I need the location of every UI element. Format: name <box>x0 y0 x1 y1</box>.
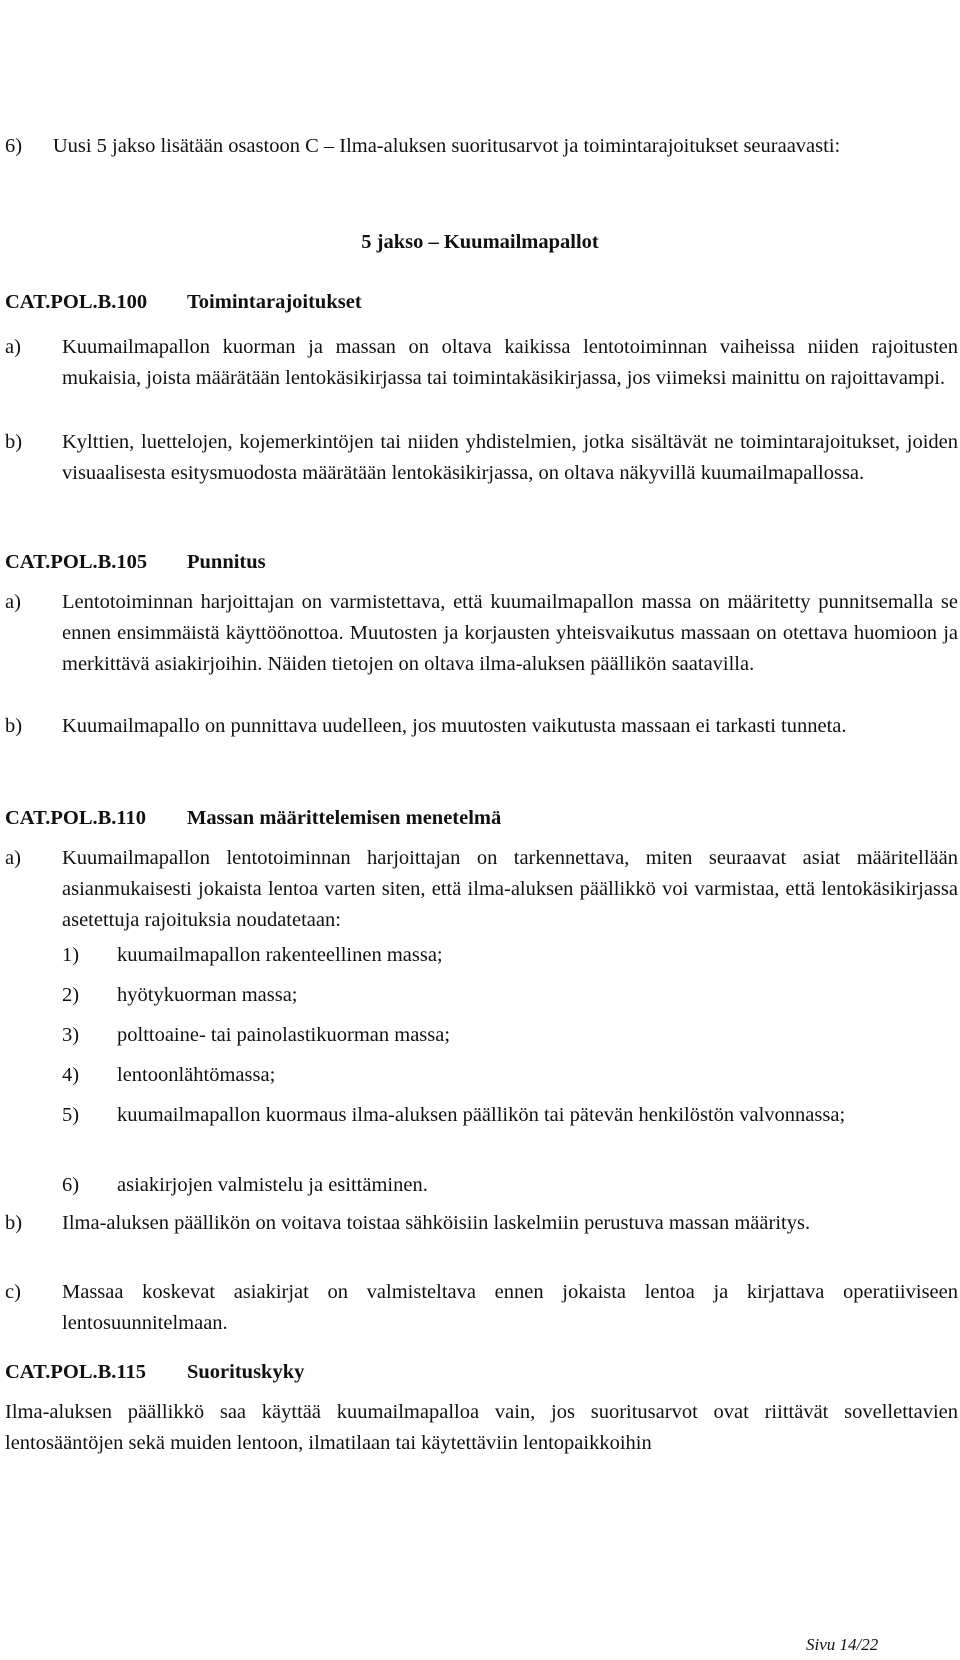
section-title: 5 jakso – Kuumailmapallot <box>361 231 599 253</box>
heading-title: Punnitus <box>187 551 266 573</box>
heading-code: CAT.POL.B.105 <box>5 551 148 573</box>
sub-item-label: 4) <box>62 1064 80 1086</box>
item-text: Lentotoiminnan harjoittajan on varmistettava, että kuumailmapallon massa on määritetty punnitsemalla se ennen ensimmäistä käyttöönottoa. Muutosten ja korjausten yhteisvaikutus massaan on otettava huomioon ja merkittävä asiakirjoihin. Näiden tietojen on oltava ilma-aluksen päällikön saatavilla. <box>62 591 958 675</box>
sub-item-5 <box>62 1100 958 1131</box>
heading-cat-pol-b-105 <box>5 547 958 578</box>
list-item-110-c <box>5 1277 958 1339</box>
item-text: Ilma-aluksen päällikön on voitava toistaa sähköisiin laskelmiin perustuva massan määritys. <box>62 1212 811 1234</box>
heading-cat-pol-b-110 <box>5 803 958 834</box>
item-label: b) <box>5 1212 23 1234</box>
heading-code: CAT.POL.B.115 <box>5 1361 147 1383</box>
list-item-110-b <box>5 1208 958 1239</box>
heading-cat-pol-b-100 <box>5 287 958 318</box>
sub-item-label: 3) <box>62 1024 80 1046</box>
list-item-100-b <box>5 427 958 489</box>
sub-item-text: kuumailmapallon rakenteellinen massa; <box>117 944 443 966</box>
list-item-110-a <box>5 843 958 936</box>
item-text: Kuumailmapallon kuorman ja massan on oltava kaikissa lentotoiminnan vaiheissa niiden rajoitusten mukaisia, joista määrätään lentokäsikirjassa tai toimintakäsikirjassa, jos viimeksi mainittu on rajoittavampi. <box>62 336 958 389</box>
heading-cat-pol-b-115 <box>5 1357 958 1388</box>
page-header <box>0 0 960 26</box>
item-text: Kuumailmapallo on punnittava uudelleen, jos muutosten vaikutusta massaan ei tarkasti tunneta. <box>62 715 847 737</box>
item-label: a) <box>5 847 21 869</box>
sub-item-text: hyötykuorman massa; <box>117 984 298 1006</box>
item-label: b) <box>5 431 23 453</box>
sub-item-text: kuumailmapallon kuormaus ilma-aluksen päällikön tai pätevän henkilöstön valvonnassa; <box>117 1104 846 1126</box>
sub-item-label: 1) <box>62 944 80 966</box>
header-date: 3. syyskuuta 2012 <box>768 0 940 26</box>
item-label: a) <box>5 591 21 613</box>
list-item-100-a <box>5 332 958 394</box>
header-document-title: Osa CAT(S,B) Lausunto <box>362 0 594 26</box>
heading-title: Suorituskyky <box>187 1361 305 1383</box>
sub-item-label: 5) <box>62 1104 80 1126</box>
sub-item-2 <box>62 980 958 1011</box>
sub-item-text: polttoaine- tai painolastikuorman massa; <box>117 1024 451 1046</box>
sub-item-3 <box>62 1020 958 1051</box>
intro-label: 6) <box>5 135 23 157</box>
item-text: Kylttien, luettelojen, kojemerkintöjen tai niiden yhdistelmien, jotka sisältävät ne toimintarajoitukset, joiden visuaalisesta esitysmuodosta määrätään lentokäsikirjassa, on oltava näkyvillä kuumailmapallossa. <box>62 431 958 484</box>
sub-item-6 <box>62 1170 958 1201</box>
item-text: Massaa koskevat asiakirjat on valmisteltava ennen jokaista lentoa ja kirjattava operatiiviseen lentosuunnitelmaan. <box>62 1281 958 1334</box>
heading-title: Massan määrittelemisen menetelmä <box>187 807 502 829</box>
list-item-105-b <box>5 711 958 742</box>
sub-item-4 <box>62 1060 958 1091</box>
sub-item-1 <box>62 940 958 971</box>
sub-item-label: 6) <box>62 1174 80 1196</box>
heading-code: CAT.POL.B.110 <box>5 807 147 829</box>
sub-item-text: lentoonlähtömassa; <box>117 1064 276 1086</box>
item-label: a) <box>5 336 21 358</box>
paragraph-115: Ilma-aluksen päällikkö saa käyttää kuumailmapalloa vain, jos suoritusarvot ovat riittävät sovellettavien lentosääntöjen sekä muiden lentoon, ilmatilaan tai käytettäviin lentopaikkoihin <box>5 1401 958 1454</box>
intro-text: Uusi 5 jakso lisätään osastoon C – Ilma-aluksen suoritusarvot ja toimintarajoitukset seuraavasti: <box>52 135 841 157</box>
sub-item-text: asiakirjojen valmistelu ja esittäminen. <box>117 1174 428 1196</box>
heading-title: Toimintarajoitukset <box>187 291 362 313</box>
sub-item-label: 2) <box>62 984 80 1006</box>
item-label: b) <box>5 715 23 737</box>
item-text: Kuumailmapallon lentotoiminnan harjoittajan on tarkennettava, miten seuraavat asiat määritellään asianmukaisesti jokaista lentoa varten siten, että ilma-aluksen päällikkö voi varmistaa, että lentokäsikirjassa asetettuja rajoituksia noudatetaan: <box>62 847 958 931</box>
intro-paragraph <box>5 131 958 162</box>
item-label: c) <box>5 1281 21 1303</box>
page-number: Sivu 14/22 <box>806 1635 879 1654</box>
heading-code: CAT.POL.B.100 <box>5 291 148 313</box>
list-item-105-a <box>5 587 958 680</box>
